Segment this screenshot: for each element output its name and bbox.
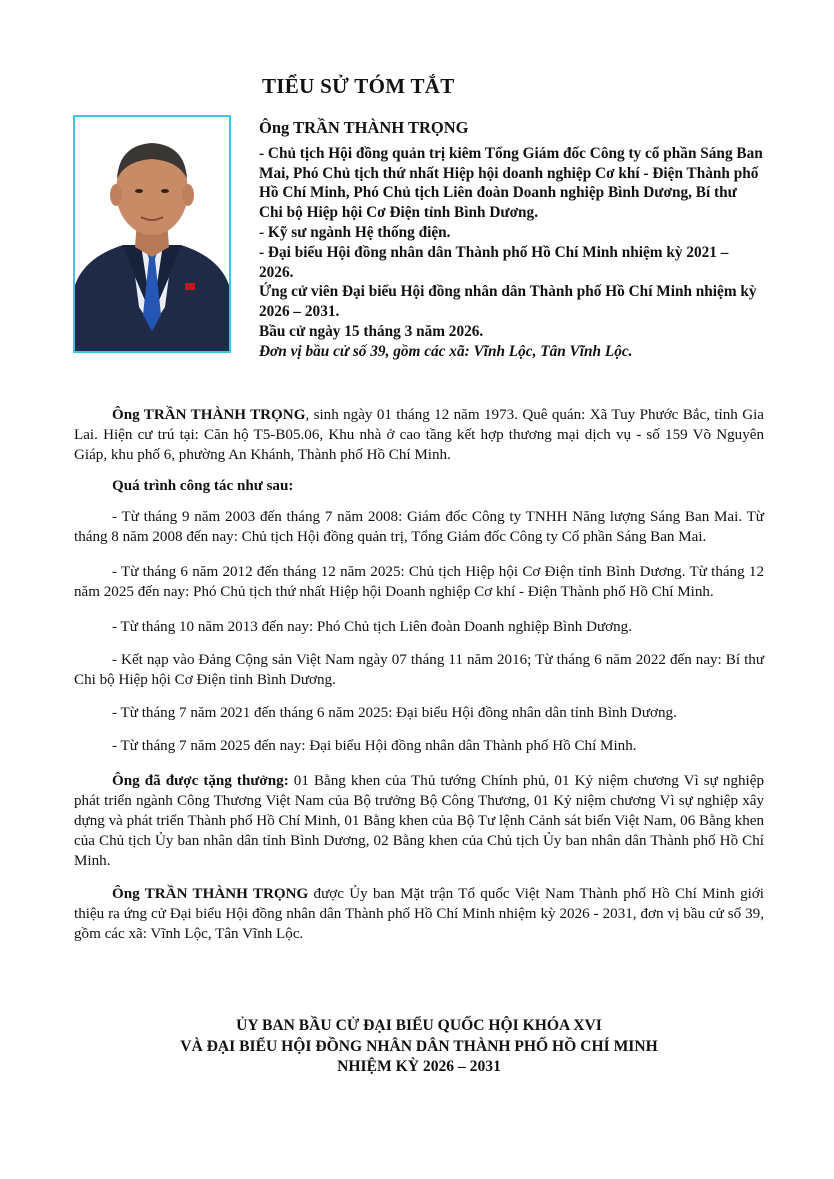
portrait-photo	[73, 115, 231, 353]
summary-constituency: Đơn vị bầu cử số 39, gồm các xã: Vĩnh Lộc, Tân Vĩnh Lộc.	[259, 342, 633, 360]
committee-line: VÀ ĐẠI BIỂU HỘI ĐỒNG NHÂN DÂN THÀNH PHỐ HỒ CHÍ MINH	[180, 1037, 658, 1055]
awards-paragraph	[74, 771, 764, 871]
issuing-committee	[74, 1016, 764, 1078]
nomination-paragraph	[74, 884, 764, 944]
awards-label: Ông đã được tặng thưởng:	[112, 773, 289, 789]
summary-position: - Chủ tịch Hội đồng quản trị kiêm Tổng Giám đốc Công ty cổ phần Sáng Ban Mai, Phó Chủ tịch thứ nhất Hiệp hội doanh nghiệp Cơ khí - Điện Thành phố Hồ Chí Minh, Phó Chủ tịch Liên đoàn Doanh nghiệp Bình Dương, Bí thư Chi bộ Hiệp hội Cơ Điện tỉnh Bình Dương.	[259, 144, 763, 222]
awards-text: 01 Bằng khen của Thủ tướng Chính phủ, 01 Kỷ niệm chương Vì sự nghiệp phát triển ngành Công Thương Việt Nam của Bộ trưởng Bộ Công Thương, 01 Kỷ niệm chương Vì sự nghiệp xây dựng và phát triển Thành phố Hồ Chí Minh, 01 Bằng khen của Bộ Tư lệnh Cảnh sát biển Việt Nam, 06 Bằng khen của Chủ tịch Ủy ban nhân dân tỉnh Bình Dương, 02 Bằng khen của Chủ tịch Ủy ban nhân dân Thành phố Hồ Chí Minh.	[74, 773, 765, 869]
summary-candidacy: Ứng cử viên Đại biểu Hội đồng nhân dân Thành phố Hồ Chí Minh nhiệm kỳ 2026 – 2031.	[259, 283, 757, 321]
career-item: - Từ tháng 6 năm 2012 đến tháng 12 năm 2025: Chủ tịch Hiệp hội Cơ Điện tỉnh Bình Dương. Từ tháng 12 năm 2025 đến nay: Phó Chủ tịch thứ nhất Hiệp hội Doanh nghiệp Cơ khí - Điện Thành phố Hồ Chí Minh.	[74, 564, 764, 600]
candidate-name: Ông TRẦN THÀNH TRỌNG	[259, 118, 469, 137]
summary-position: - Kỹ sư ngành Hệ thống điện.	[259, 223, 451, 241]
nomination-text: được Ủy ban Mặt trận Tổ quốc Việt Nam Thành phố Hồ Chí Minh giới thiệu ra ứng cử Đại biểu Hội đồng nhân dân Thành phố Hồ Chí Minh nhiệm kỳ 2026 - 2031, đơn vị bầu cử số 39, gồm các xã: Vĩnh Lộc, Tân Vĩnh Lộc.	[74, 886, 764, 942]
committee-term: NHIỆM KỲ 2026 – 2031	[337, 1058, 501, 1075]
bio-intro-name: Ông TRẦN THÀNH TRỌNG	[112, 407, 306, 423]
career-heading: Quá trình công tác như sau:	[112, 478, 294, 494]
summary-position: - Đại biểu Hội đồng nhân dân Thành phố Hồ Chí Minh nhiệm kỳ 2021 – 2026.	[259, 243, 729, 281]
summary-block	[259, 118, 764, 362]
portrait-illustration	[75, 117, 229, 351]
career-item: - Từ tháng 10 năm 2013 đến nay: Phó Chủ tịch Liên đoàn Doanh nghiệp Bình Dương.	[112, 619, 632, 635]
career-item: - Từ tháng 7 năm 2021 đến tháng 6 năm 2025: Đại biểu Hội đồng nhân dân tỉnh Bình Dương.	[112, 705, 677, 721]
bio-intro	[74, 405, 764, 465]
summary-election-date: Bầu cử ngày 15 tháng 3 năm 2026.	[259, 322, 484, 340]
biography-body	[74, 405, 764, 944]
career-item: - Từ tháng 7 năm 2025 đến nay: Đại biểu Hội đồng nhân dân Thành phố Hồ Chí Minh.	[112, 738, 637, 754]
career-item: - Kết nạp vào Đảng Cộng sản Việt Nam ngày 07 tháng 11 năm 2016; Từ tháng 6 năm 2022 đến nay: Bí thư Chi bộ Hiệp hội Cơ Điện tỉnh Bình Dương.	[74, 652, 764, 688]
committee-line: ỦY BAN BẦU CỬ ĐẠI BIỂU QUỐC HỘI KHÓA XVI	[236, 1017, 602, 1034]
career-item: - Từ tháng 9 năm 2003 đến tháng 7 năm 2008: Giám đốc Công ty TNHH Năng lượng Sáng Ban Mai. Từ tháng 8 năm 2008 đến nay: Chủ tịch Hội đồng quản trị, Tổng Giám đốc Công ty Cổ phần Sáng Ban Mai.	[74, 509, 764, 545]
nomination-name: Ông TRẦN THÀNH TRỌNG	[112, 886, 309, 902]
document-title: TIỂU SỬ TÓM TẮT	[262, 74, 455, 98]
bio-intro-text: , sinh ngày 01 tháng 12 năm 1973. Quê quán: Xã Tuy Phước Bắc, tỉnh Gia Lai. Hiện cư trú tại: Căn hộ T5-B05.06, Khu nhà ở cao tầng kết hợp thương mại dịch vụ - số 159 Võ Nguyên Giáp, khu phố 6, phường An Khánh, Thành phố Hồ Chí Minh.	[74, 407, 764, 463]
